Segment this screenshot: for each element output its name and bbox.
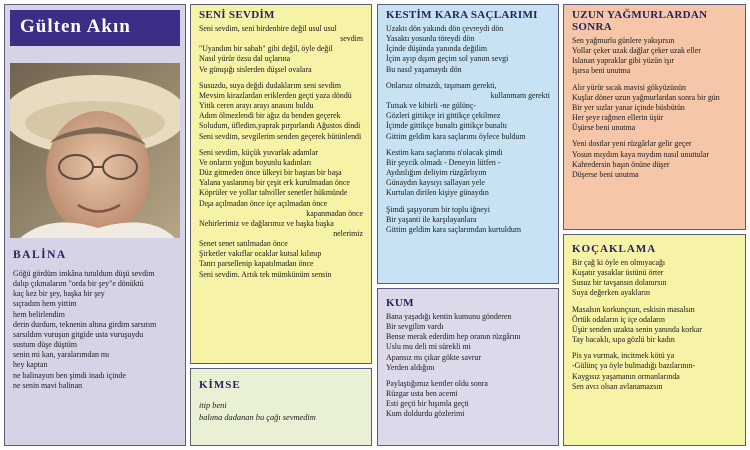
stanza xyxy=(199,81,363,142)
poem-line: Nasıl yürür özsu dal uçlarına xyxy=(199,54,291,64)
stanza xyxy=(572,139,737,180)
poem-line: dalıp çıkmalarım "orda bir şey"e dönüktü xyxy=(13,279,144,289)
poem-line: Pis ya vurmak, incitmek kötü ya xyxy=(572,351,675,361)
poem-line: Seni sevdim, küçük yuvarlak adamlar xyxy=(199,147,318,157)
portrait-image xyxy=(10,63,180,238)
poem-line: Apansız mı çıkar gökte savrur xyxy=(386,352,482,362)
poem-line: Günaydın kaysıyı sallayan yele xyxy=(386,178,485,188)
poem-title: KUM xyxy=(386,297,414,309)
poem-line: Her şeye rağmen ellerin üşür xyxy=(572,113,664,123)
poem-line: senin mi kan, yaralarımdan mı xyxy=(13,350,110,360)
stanza xyxy=(386,312,550,373)
poem-title: BALİNA xyxy=(13,249,67,261)
poem-line: Sen avcı olsan avlanamazsın xyxy=(572,381,663,391)
poem-body xyxy=(191,24,371,280)
poem-line: Bu nasıl yaşamaydı dön xyxy=(386,64,462,74)
stanza xyxy=(386,24,550,75)
poem-line: Mevsim kirazlardan eriklerden geçti yaza döndü xyxy=(199,90,352,100)
poem-line: Kahredersin başın önüne düşer xyxy=(572,159,670,169)
poem-line: balıma dadanan bu çağı sevmedim xyxy=(199,412,316,422)
poem-line: Işırsa beni unutma xyxy=(572,66,631,76)
poem-line: Tay bacaklı, sıpa gözlü bir kadın xyxy=(572,335,675,345)
author-portrait xyxy=(10,63,180,238)
poem-line: Sen yağmurlu günlere yakışırsın xyxy=(572,36,675,45)
stanza xyxy=(386,81,550,142)
poem-line: Tutsak ve kibirli -ne gülünç- xyxy=(386,101,477,111)
poem-line: Üşürse beni unutma xyxy=(572,123,636,133)
poem-line: Seni sevdim, seni birdenbire değil usul usul xyxy=(199,24,337,33)
poem-line: Bir şeycik olmadı - Deneyin lütfen - xyxy=(386,157,501,167)
poem-line: Bana yaşadığı kentin kumunu gönderen xyxy=(386,312,512,321)
poem-line: Bir çağ ki öyle en olmıyacağı xyxy=(572,258,666,267)
stanza xyxy=(386,205,550,235)
poem-line: Şimdi şaşıyorum bir toplu iğneyi xyxy=(386,204,490,214)
stanza xyxy=(572,36,737,77)
poem-line: Kum doldurdu gözlerimi xyxy=(386,409,465,419)
poem-body xyxy=(378,312,558,420)
poem-title: UZUN YAĞMURLARDAN SONRA xyxy=(572,9,708,33)
poem-line: İçimde gittikçe bunaltı gittikçe bunaltı xyxy=(386,121,507,131)
poem-title: SENİ SEVDİM xyxy=(199,9,275,21)
poem-line: Gittim geldim kara saçlarımdan kurtuldum xyxy=(386,224,521,234)
poem-line: Göğü gördüm imkâna tutuldum düşü sevdim xyxy=(13,269,155,278)
poem-line: kapanmadan önce xyxy=(306,208,363,218)
stanza xyxy=(572,258,737,299)
poem-line: Susuz bir tavşansın dolanırsın xyxy=(572,278,667,288)
poem-title: KOÇAKLAMA xyxy=(572,243,657,255)
stanza xyxy=(199,24,363,75)
poem-line: Susuzdu, suya değdi dudaklarım seni sevdim xyxy=(199,80,342,90)
poem-line: Üşür senden uzakta senin yanında korkar xyxy=(572,324,702,334)
poem-line: Suya değerken ayakların xyxy=(572,288,650,298)
stanza xyxy=(386,379,550,420)
poem-line: Kaygısız yaşamanın ormanlarında xyxy=(572,371,680,381)
poem-line: Yeni dostlar yeni rüzgârlar gelir geçer xyxy=(572,139,692,149)
poem-body xyxy=(191,394,371,429)
poem-line: Nehirlerimiz ve dağlarımız ve başka başka xyxy=(199,218,334,228)
poem-body xyxy=(378,24,558,235)
poem-line: nelerimiz xyxy=(333,228,363,238)
poem-line: Yerden aldığını xyxy=(386,362,435,372)
stanza xyxy=(572,83,737,134)
poem-line: Bense merak ederdim hep oranın rüzgârını xyxy=(386,332,521,342)
stanza xyxy=(572,305,737,346)
poem-line: Düşerse beni unutma xyxy=(572,169,639,179)
poem-line: Dışa açılmadan önce içe açılmadan önce xyxy=(199,198,328,208)
stanza xyxy=(386,148,550,199)
poem-line: Kestim kara saçlarımı n'olacak şimdi xyxy=(386,147,503,157)
poem-line: Paylaştığımız kentler oldu sonra xyxy=(386,378,488,388)
poem-line: Islanan yapraklar gibi yüzün işır xyxy=(572,56,675,66)
poem-line: Rüzgar usta ben acemi xyxy=(386,389,458,399)
poem-line: İçim ayıp dışım geçim sol yanım sevgi xyxy=(386,54,509,64)
poem-line: Ve günışığı sislerden düşsel ovalara xyxy=(199,64,312,74)
poem-line: Esti geçti bir hışımla geçti xyxy=(386,399,469,409)
poem-line: sıçradım hem yittim xyxy=(13,299,77,309)
poem-body xyxy=(5,269,186,391)
poem-line: Yasaktı yosunlu töreydi dön xyxy=(386,34,475,44)
poem-line: Gittim geldim kara saçlarımı öylece buldum xyxy=(386,131,526,141)
poem-seni-sevdim xyxy=(190,4,372,364)
poem-line: Senet senet satılmadan önce xyxy=(199,239,288,249)
poem-line: kullanmam gerekti xyxy=(490,90,550,100)
stanza xyxy=(13,269,179,391)
poem-title: KİMSE xyxy=(199,379,241,391)
poem-line: Alır yürür sıcak mavisi gökyüzünün xyxy=(572,82,686,92)
poem-line: ne senin mavi balinan xyxy=(13,380,83,390)
stanza xyxy=(572,351,737,392)
poem-kestim-kara-saclarimi xyxy=(377,4,559,284)
poem-uzun-yagmurlardan-sonra xyxy=(563,4,746,230)
poem-line: Soludum, üfledim,yaprak pırpırlandı Ağustos dindi xyxy=(199,121,361,131)
poem-line: Kurtulan dirilen kişiye günaydın xyxy=(386,188,489,198)
poem-line: Yitik ceren arayı arayı anasını buldu xyxy=(199,101,314,111)
poem-line: Seni sevdim. Artık tek mümkünüm sensin xyxy=(199,269,332,279)
poem-line: Gözleri gittikçe iri gittikçe çekilmez xyxy=(386,111,501,121)
poem-balina xyxy=(5,245,186,397)
poem-line: sevdim xyxy=(340,34,363,44)
poem-line: -Gülünç ya öyle bulmadığı bazılarının- xyxy=(572,361,696,371)
poem-line: Düz gitmeden önce ülkeyi bir baştan bir başa xyxy=(199,168,342,178)
poem-line: derin durdum, teknenin altına girdim sarsıtım xyxy=(13,319,157,329)
poem-line: Uslu mu deli mi sürekli mi xyxy=(386,342,471,352)
poem-line: Aydınlığım deliyim rüzgârlıyım xyxy=(386,168,487,178)
poem-line: Kuşatır yasaklar üstünü örter xyxy=(572,268,664,278)
poem-line: Şirketler vakıflar ocaklar kutsal kılınıp xyxy=(199,249,322,259)
poem-line: Yosun mıydım kaya mıydım nasıl unuttular xyxy=(572,149,710,159)
poem-line: ne balinayım ben şimdi inadı içinde xyxy=(13,370,126,380)
poem-line: sarsıldım vuruşun gitgide usta vuruşuydu xyxy=(13,329,144,339)
poem-body xyxy=(564,36,745,180)
poem-line: Bir yaşanti ile karşılayanlara xyxy=(386,214,477,224)
poem-line: kaç kez bir şey, başka bir şey xyxy=(13,289,105,299)
author-name: Gülten Akın xyxy=(10,10,180,46)
poem-line: Onlarsız olmazdı, taşımam gerekti, xyxy=(386,80,497,90)
poem-line: Adım ölmezlendi bir ağız da benden geçerek xyxy=(199,111,341,121)
author-column xyxy=(4,4,186,446)
poem-kum xyxy=(377,288,559,446)
poem-line: Bir yer sızlar yanar içinde büsbütün xyxy=(572,102,685,112)
poem-line: Yalana yaslanmış bir çeşit erk kurulmadan önce xyxy=(199,178,350,188)
poem-line: Ve onların yoğun boyunlu kadınları xyxy=(199,157,312,167)
poem-line: Kuşlar döner uzun yağmurlardan sonra bir gün xyxy=(572,92,720,102)
poem-line: Tanrı parsellenip kapatılmadan önce xyxy=(199,259,314,269)
poem-line: Bir sevgilim vardı xyxy=(386,322,444,332)
poem-line: hem belirlendim xyxy=(13,309,65,319)
poem-line: "Uyandım bir sabah" gibi değil, öyle değil xyxy=(199,44,333,54)
poem-line: itip beni xyxy=(199,401,227,410)
poem-line: Yollar çeker uzak dağlar çeker uzak eller xyxy=(572,46,701,56)
poem-line: Masalsın korkunçsun, eskisin masalsın xyxy=(572,304,695,314)
poem-line: hey kaptan xyxy=(13,360,48,370)
poem-title: KESTİM KARA SAÇLARIMI xyxy=(386,9,538,21)
poem-line: Örtük odaların iç içe odaların xyxy=(572,314,665,324)
poem-line: Uzaktı dön yakındı dön çevreydi dön xyxy=(386,24,504,33)
poem-body xyxy=(564,258,745,392)
poem-kimse xyxy=(190,368,372,446)
poem-line: sustum düşe düştüm xyxy=(13,340,78,350)
poem-line: Seni sevdim, sevgilerim senden geçerek bütünlendi xyxy=(199,131,362,141)
poem-line: Köprüler ve yollar tahviller senetler hükmünde xyxy=(199,188,348,198)
poem-line: İçinde düşünda yanında değilim xyxy=(386,44,488,54)
poem-kocaklama xyxy=(563,234,746,446)
stanza xyxy=(199,148,363,280)
